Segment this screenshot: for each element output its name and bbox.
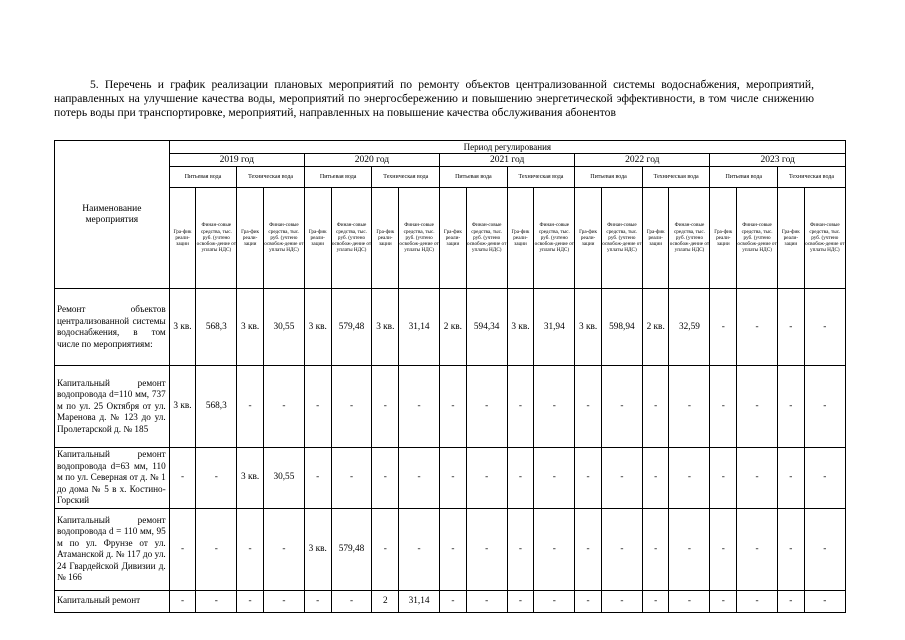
schedule-subheader: Гра-фик реали-зации (237, 188, 264, 289)
table-cell: - (601, 448, 642, 509)
table-cell: - (372, 366, 399, 448)
table-cell: - (534, 448, 575, 509)
table-cell: - (440, 590, 467, 612)
table-cell: - (196, 508, 237, 590)
table-cell: - (196, 448, 237, 509)
table-cell: - (263, 590, 304, 612)
finance-subheader: Финан-совые средства, тыс. руб. (учтено освобож-дение от уплаты НДС) (737, 188, 778, 289)
table-cell: 3 кв. (507, 289, 534, 366)
drinking-water-header: Питьевая вода (710, 167, 778, 188)
schedule-subheader: Гра-фик реали-зации (507, 188, 534, 289)
table-cell: - (737, 508, 778, 590)
table-row (55, 590, 846, 612)
table-row (55, 366, 846, 448)
table-cell: - (304, 366, 331, 448)
table-cell: 568,3 (196, 289, 237, 366)
table-cell: - (737, 289, 778, 366)
technical-water-header: Техническая вода (372, 167, 440, 188)
table-cell: - (601, 590, 642, 612)
technical-water-header: Техническая вода (778, 167, 846, 188)
measure-name: Капитальный ремонт водопровода d=110 мм, 737 м по ул. 25 Октября от ул. Маренова д. № 123 до ул. Пролетарской д. № 185 (55, 366, 170, 448)
table-cell: - (669, 508, 710, 590)
table-cell: - (642, 508, 669, 590)
table-cell: - (778, 448, 805, 509)
table-cell: - (466, 590, 507, 612)
year-header: 2022 год (575, 154, 710, 167)
table-cell: - (372, 448, 399, 509)
table-cell: 32,59 (669, 289, 710, 366)
table-cell: - (669, 448, 710, 509)
drinking-water-header: Питьевая вода (169, 167, 237, 188)
schedule-subheader: Гра-фик реали-зации (575, 188, 602, 289)
table-cell: - (507, 508, 534, 590)
table-cell: - (507, 448, 534, 509)
table-cell: 31,94 (534, 289, 575, 366)
schedule-subheader: Гра-фик реали-зации (440, 188, 467, 289)
measure-name: Ремонт объектов централизованной системы водоснабжения, в том числе по мероприятиям: (55, 289, 170, 366)
table-cell: 2 кв. (440, 289, 467, 366)
table-cell: 594,34 (466, 289, 507, 366)
table-cell: - (710, 448, 737, 509)
table-cell: - (196, 590, 237, 612)
finance-subheader: Финан-совые средства, тыс. руб. (учтено освобож-дение от уплаты НДС) (601, 188, 642, 289)
table-cell: - (331, 366, 372, 448)
schedule-table (54, 140, 846, 613)
table-cell: - (737, 590, 778, 612)
table-cell: - (642, 590, 669, 612)
table-cell: - (399, 366, 440, 448)
measure-name: Капитальный ремонт водопровода d = 110 мм, 95 м по ул. Фрунзе от ул. Атаманской д. № 117 до ул. 24 Гвардейской Дивизии д. № 166 (55, 508, 170, 590)
schedule-subheader: Гра-фик реали-зации (372, 188, 399, 289)
table-cell: - (710, 590, 737, 612)
table-cell: 31,14 (399, 590, 440, 612)
year-header: 2019 год (169, 154, 304, 167)
table-cell: - (642, 448, 669, 509)
schedule-subheader: Гра-фик реали-зации (169, 188, 196, 289)
table-cell: 579,48 (331, 289, 372, 366)
measure-name: Капитальный ремонт (55, 590, 170, 612)
drinking-water-header: Питьевая вода (304, 167, 372, 188)
table-cell: - (575, 508, 602, 590)
table-cell: 3 кв. (304, 508, 331, 590)
table-cell: - (642, 366, 669, 448)
table-row (55, 448, 846, 509)
table-cell: - (737, 366, 778, 448)
table-cell: 3 кв. (575, 289, 602, 366)
table-cell: - (466, 448, 507, 509)
drinking-water-header: Питьевая вода (440, 167, 508, 188)
table-cell: 598,94 (601, 289, 642, 366)
table-cell: 3 кв. (169, 366, 196, 448)
schedule-subheader: Гра-фик реали-зации (304, 188, 331, 289)
section-heading (54, 78, 814, 121)
table-cell: - (440, 448, 467, 509)
technical-water-header: Техническая вода (507, 167, 575, 188)
table-cell: - (804, 508, 845, 590)
table-cell: - (169, 448, 196, 509)
finance-subheader: Финан-совые средства, тыс. руб. (учтено освобож-дение от уплаты НДС) (263, 188, 304, 289)
table-cell: 3 кв. (372, 289, 399, 366)
column-header-name: Наименование мероприятия (55, 141, 170, 289)
technical-water-header: Техническая вода (642, 167, 710, 188)
schedule-subheader: Гра-фик реали-зации (778, 188, 805, 289)
schedule-subheader: Гра-фик реали-зации (710, 188, 737, 289)
technical-water-header: Техническая вода (237, 167, 305, 188)
schedule-subheader: Гра-фик реали-зации (642, 188, 669, 289)
table-cell: - (169, 590, 196, 612)
finance-subheader: Финан-совые средства, тыс. руб. (учтено освобож-дение от уплаты НДС) (534, 188, 575, 289)
table-cell: - (778, 508, 805, 590)
table-cell: - (804, 289, 845, 366)
finance-subheader: Финан-совые средства, тыс. руб. (учтено освобож-дение от уплаты НДС) (804, 188, 845, 289)
finance-subheader: Финан-совые средства, тыс. руб. (учтено освобож-дение от уплаты НДС) (196, 188, 237, 289)
table-cell: 2 (372, 590, 399, 612)
table-cell: - (804, 590, 845, 612)
table-cell: 30,55 (263, 289, 304, 366)
table-cell: - (710, 508, 737, 590)
table-cell: - (534, 366, 575, 448)
table-cell: - (778, 366, 805, 448)
table-cell: - (331, 448, 372, 509)
table-cell: - (331, 590, 372, 612)
table-cell: - (440, 366, 467, 448)
finance-subheader: Финан-совые средства, тыс. руб. (учтено освобож-дение от уплаты НДС) (466, 188, 507, 289)
table-cell: - (575, 590, 602, 612)
table-cell: - (534, 590, 575, 612)
table-cell: - (237, 590, 264, 612)
table-cell: - (263, 508, 304, 590)
table-cell: 2 кв. (642, 289, 669, 366)
table-cell: 30,55 (263, 448, 304, 509)
heading-text: 5. Перечень и график реализации плановых мероприятий по ремонту объектов централизованной системы водоснабжения, мероприятий, направленных на улучшение качества воды, мероприятий по энергосбережению и повышению энергетической эффективности, в том числе снижению потерь воды при транспортировке, мероприятий, направленных на повышение качества обслуживания абонентов (54, 78, 814, 120)
table-cell: - (399, 448, 440, 509)
table-row (55, 289, 846, 366)
table-row (55, 508, 846, 590)
table-cell: - (669, 366, 710, 448)
drinking-water-header: Питьевая вода (575, 167, 643, 188)
table-cell: - (575, 366, 602, 448)
table-cell: - (399, 508, 440, 590)
table-cell: - (304, 448, 331, 509)
table-cell: 3 кв. (237, 289, 264, 366)
table-cell: 31,14 (399, 289, 440, 366)
table-cell: - (778, 289, 805, 366)
table-cell: - (575, 448, 602, 509)
finance-subheader: Финан-совые средства, тыс. руб. (учтено освобож-дение от уплаты НДС) (669, 188, 710, 289)
year-header: 2020 год (304, 154, 439, 167)
table-cell: 3 кв. (304, 289, 331, 366)
table-cell: - (237, 366, 264, 448)
table-cell: - (507, 590, 534, 612)
year-header: 2023 год (710, 154, 846, 167)
finance-subheader: Финан-совые средства, тыс. руб. (учтено освобож-дение от уплаты НДС) (331, 188, 372, 289)
table-cell: - (237, 508, 264, 590)
table-cell: - (507, 366, 534, 448)
table-cell: - (534, 508, 575, 590)
table-cell: - (778, 590, 805, 612)
table-cell: - (466, 508, 507, 590)
table-cell: - (263, 366, 304, 448)
measure-name: Капитальный ремонт водопровода d=63 мм, 110 м по ул. Северная от д. № 1 до дома № 5 в х. Костино-Горский (55, 448, 170, 509)
table-cell: 3 кв. (169, 289, 196, 366)
table-cell: - (710, 366, 737, 448)
table-cell: - (601, 508, 642, 590)
table-cell: 3 кв. (237, 448, 264, 509)
table-cell: - (804, 448, 845, 509)
table-cell: - (169, 508, 196, 590)
table-cell: - (466, 366, 507, 448)
period-header: Период регулирования (169, 141, 845, 154)
table-cell: - (710, 289, 737, 366)
table-cell: - (669, 590, 710, 612)
table-cell: - (601, 366, 642, 448)
table-cell: - (372, 508, 399, 590)
table-cell: 579,48 (331, 508, 372, 590)
table-cell: - (804, 366, 845, 448)
table-cell: 568,3 (196, 366, 237, 448)
table-cell: - (304, 590, 331, 612)
table-cell: - (440, 508, 467, 590)
table-cell: - (737, 448, 778, 509)
finance-subheader: Финан-совые средства, тыс. руб. (учтено освобож-дение от уплаты НДС) (399, 188, 440, 289)
year-header: 2021 год (440, 154, 575, 167)
